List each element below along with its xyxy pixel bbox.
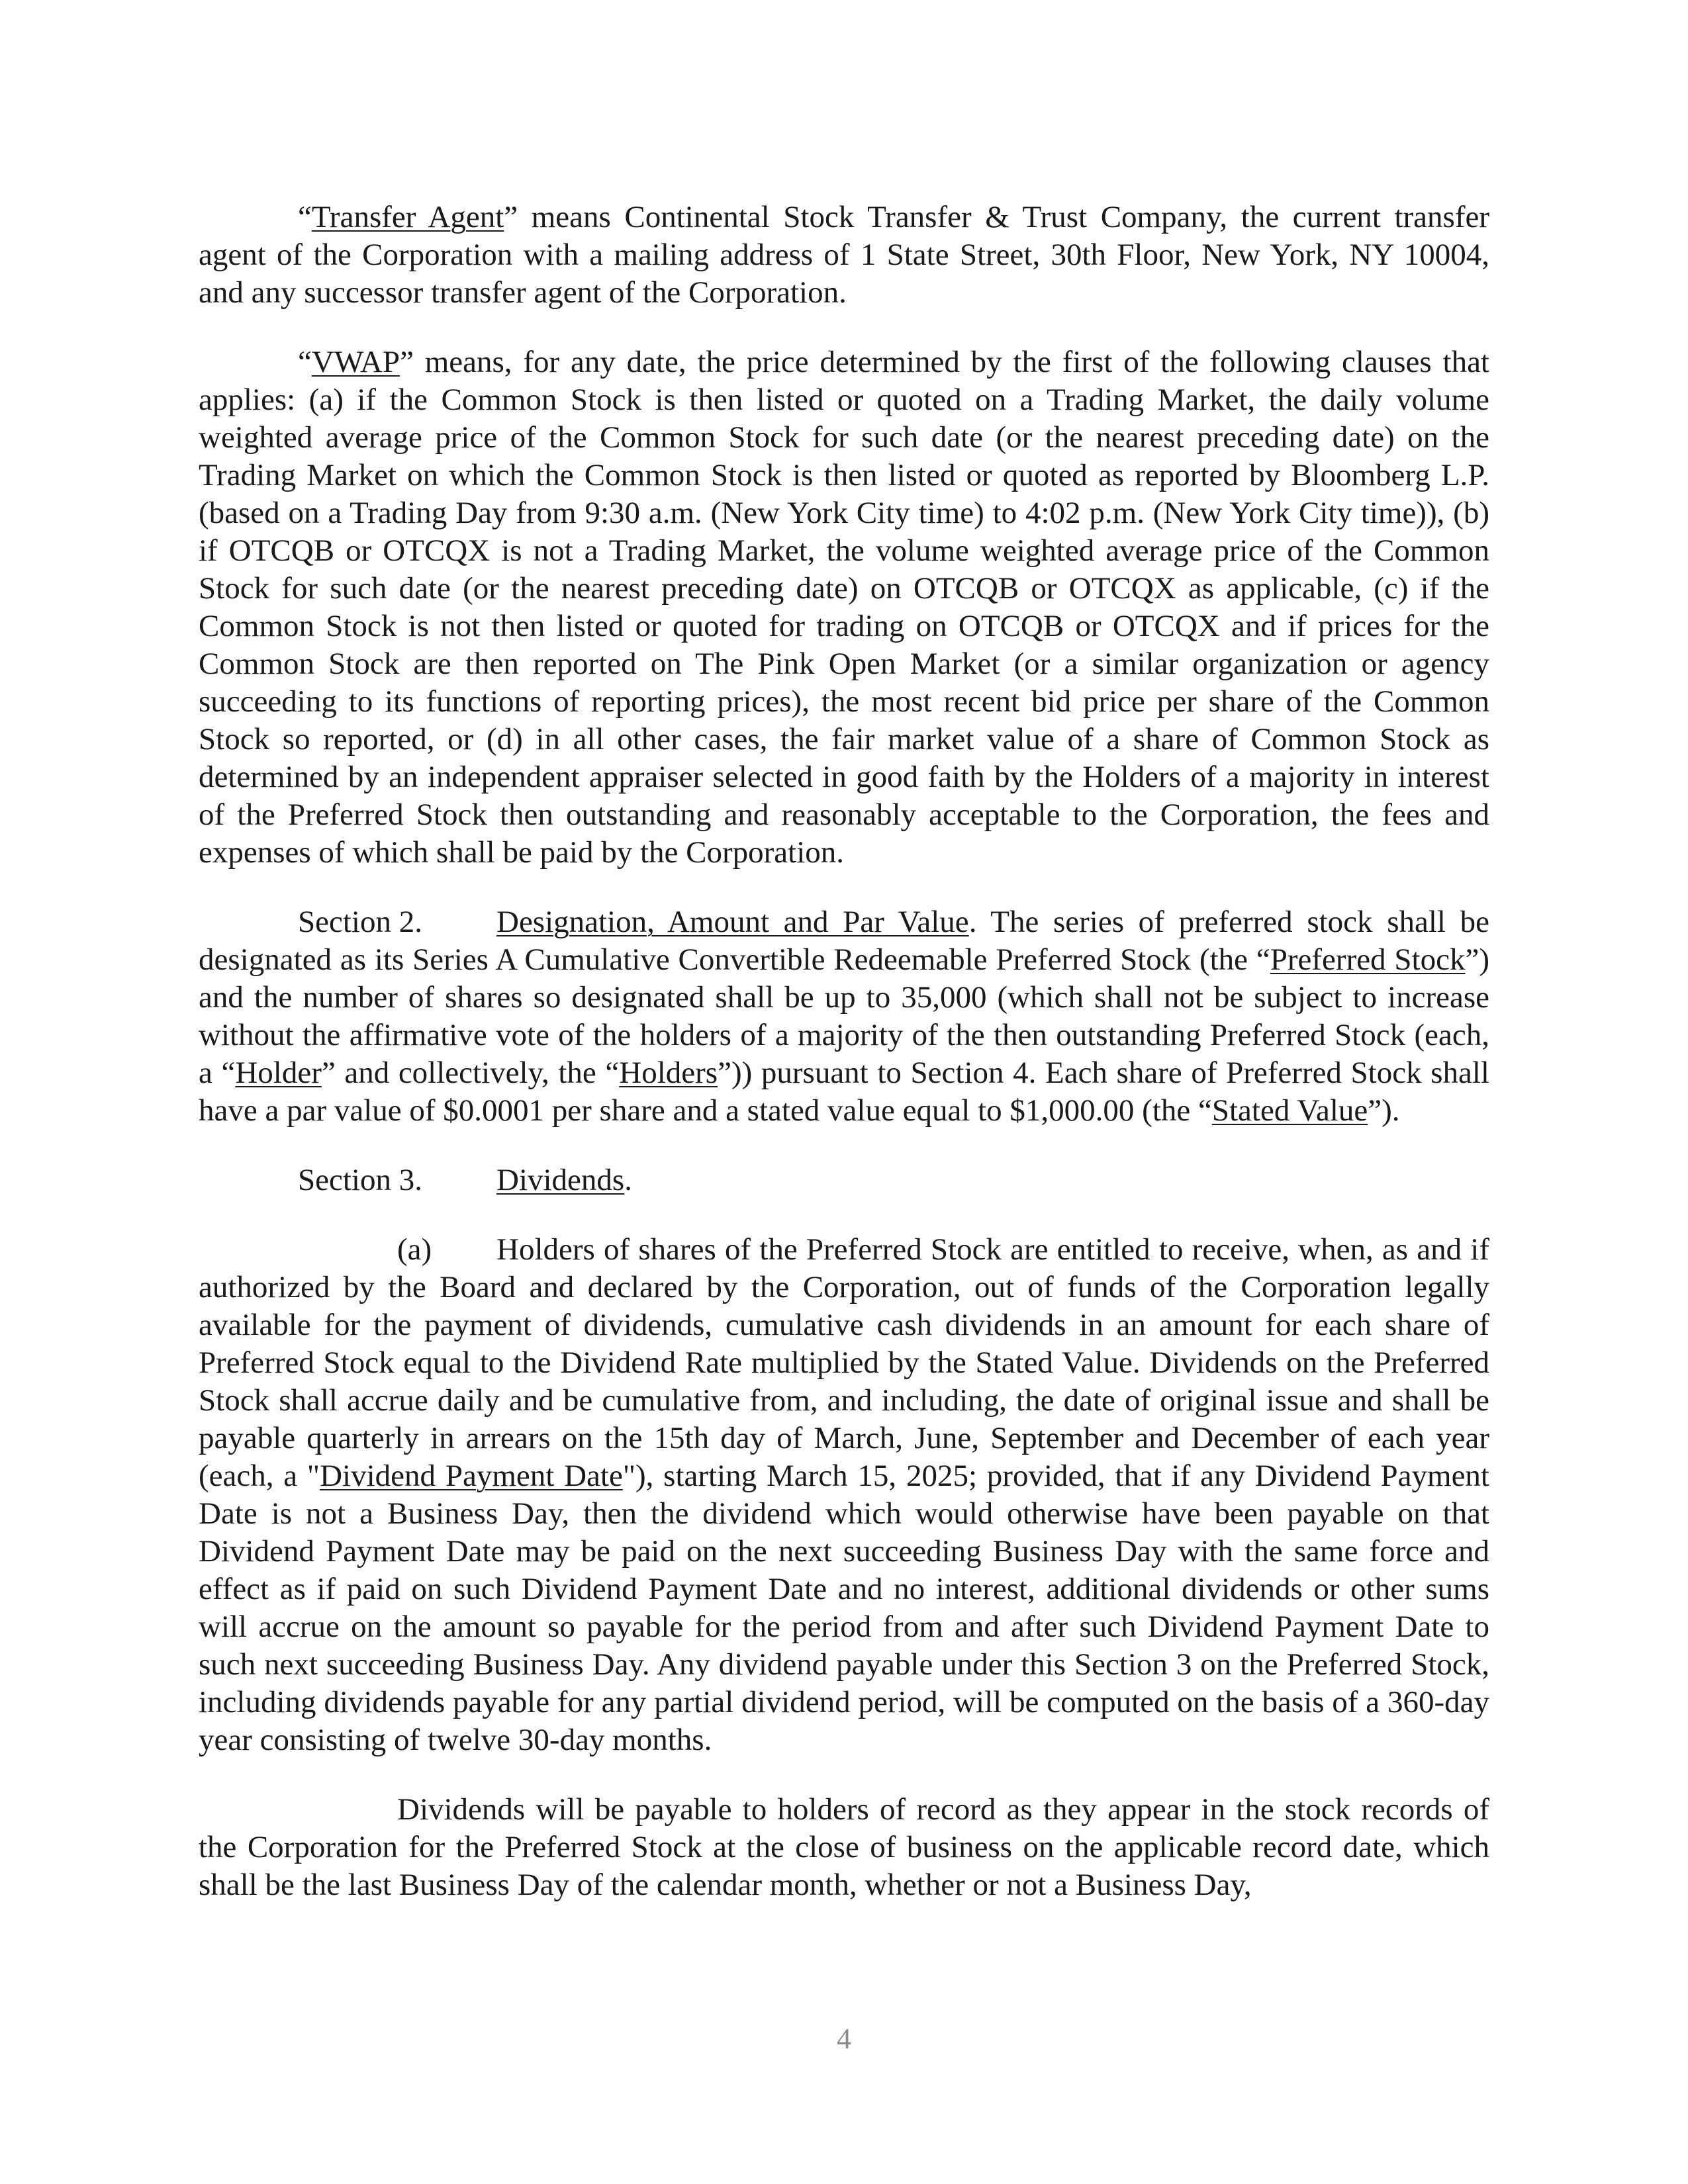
- transfer-agent-open-quote: “: [298, 200, 312, 234]
- vwap-definition: [199, 343, 1489, 872]
- section-2-text-5: ”).: [1368, 1093, 1400, 1128]
- section-3-heading-line: [199, 1161, 1489, 1199]
- section-2-number: Section 2.: [298, 905, 422, 939]
- section-3-heading: Dividends: [496, 1163, 625, 1197]
- section-3-heading-end: .: [624, 1163, 632, 1197]
- section-2-text-2: ”) and the number of shares so designated shall be up to 35,000 (which shall not be subject to increase without the affirmative vote of the holders of a majority of the then outstanding Preferred Stock (each, a “: [199, 942, 1489, 1090]
- section-3a-label: (a): [397, 1232, 432, 1267]
- holders-term: Holders: [619, 1056, 718, 1090]
- stated-value-term: Stated Value: [1211, 1093, 1368, 1128]
- section-3a-text-2: "), starting March 15, 2025; provided, that if any Dividend Payment Date is not a Business Day, then the dividend which would otherwise have been payable on that Dividend Payment Date may be paid on the next succeeding Business Day with the same force and effect as if paid on such Dividend Payment Date and no interest, additional dividends or other sums will accrue on the amount so payable for the period from and after such Dividend Payment Date to such next succeeding Business Day. Any dividend payable under this Section 3 on the Preferred Stock, including dividends payable for any partial dividend period, will be computed on the basis of a 360-day year consisting of twelve 30-day months.: [199, 1459, 1489, 1757]
- transfer-agent-term: Transfer Agent: [311, 200, 504, 234]
- section-2-heading: Designation, Amount and Par Value: [496, 905, 969, 939]
- page-number: 4: [837, 2023, 851, 2055]
- section-2-paragraph: [199, 903, 1489, 1130]
- section-2-text-3: ” and collectively, the “: [321, 1056, 620, 1090]
- vwap-open-quote: “: [298, 345, 312, 379]
- dividend-payment-date-term: Dividend Payment Date: [320, 1459, 623, 1493]
- section-2-text-1: . The series of preferred stock shall be designated as its Series A Cumulative Convertible Redeemable Preferred Stock (the “: [199, 905, 1489, 977]
- dividend-record-paragraph: [199, 1791, 1489, 1904]
- preferred-stock-term: Preferred Stock: [1270, 942, 1466, 977]
- document-page: [199, 199, 1489, 1936]
- section-2-text-4: ”)) pursuant to Section 4. Each share of Preferred Stock shall have a par value of $0.0001 per share and a stated value equal to $1,000.00 (the “: [199, 1056, 1489, 1128]
- vwap-text: ” means, for any date, the price determined by the first of the following clauses that applies: (a) if the Common Stock is then listed or quoted on a Trading Market, the daily volume weighted average price of the Common Stock for such date (or the nearest preceding date) on the Trading Market on which the Common Stock is then listed or quoted as reported by Bloomberg L.P. (based on a Trading Day from 9:30 a.m. (New York City time) to 4:02 p.m. (New York City time)), (b) if OTCQB or OTCQX is not a Trading Market, the volume weighted average price of the Common Stock for such date (or the nearest preceding date) on OTCQB or OTCQX as applicable, (c) if the Common Stock is not then listed or quoted for trading on OTCQB or OTCQX and if prices for the Common Stock are then reported on The Pink Open Market (or a similar organization or agency succeeding to its functions of reporting prices), the most recent bid price per share of the Common Stock so reported, or (d) in all other cases, the fair market value of a share of Common Stock as determined by an independent appraiser selected in good faith by the Holders of a majority in interest of the Preferred Stock then outstanding and reasonably acceptable to the Corporation, the fees and expenses of which shall be paid by the Corporation.: [199, 345, 1489, 870]
- section-3a-paragraph: [199, 1231, 1489, 1759]
- transfer-agent-text: ” means Continental Stock Transfer & Trust Company, the current transfer agent of the Corporation with a mailing address of 1 State Street, 30th Floor, New York, NY 10004, and any successor transfer agent of the Corporation.: [199, 200, 1489, 310]
- holder-term: Holder: [235, 1056, 322, 1090]
- vwap-term: VWAP: [311, 345, 400, 379]
- section-3-number: Section 3.: [298, 1163, 422, 1197]
- transfer-agent-definition: [199, 199, 1489, 312]
- section-3a-text-1: Holders of shares of the Preferred Stock are entitled to receive, when, as and if authorized by the Board and declared by the Corporation, out of funds of the Corporation legally available for the payment of dividends, cumulative cash dividends in an amount for each share of Preferred Stock equal to the Dividend Rate multiplied by the Stated Value. Dividends on the Preferred Stock shall accrue daily and be cumulative from, and including, the date of original issue and shall be payable quarterly in arrears on the 15th day of March, June, September and December of each year (each, a ": [199, 1232, 1489, 1493]
- dividend-record-text: Dividends will be payable to holders of record as they appear in the stock records of the Corporation for the Preferred Stock at the close of business on the applicable record date, which shall be the last Business Day of the calendar month, whether or not a Business Day,: [199, 1792, 1489, 1902]
